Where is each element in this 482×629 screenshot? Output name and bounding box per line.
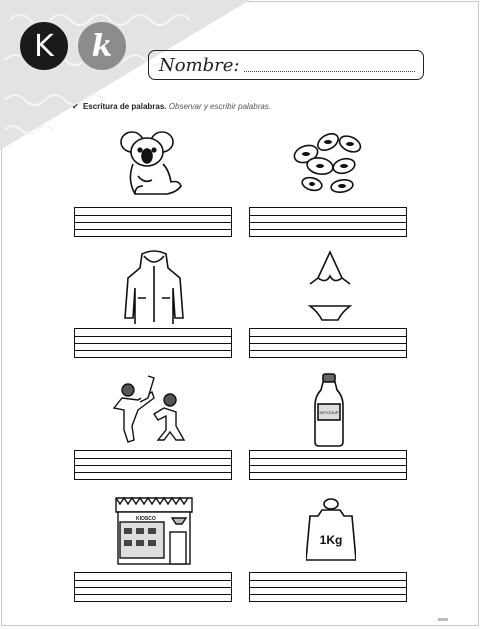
koala-icon [118, 128, 186, 200]
instruction-title: Escritura de palabras. [82, 102, 167, 111]
kiosk-icon [114, 496, 194, 566]
writing-lines[interactable] [74, 207, 232, 237]
instruction [72, 102, 271, 111]
kiosk-label: KIOSCO [136, 516, 156, 522]
writing-lines[interactable] [249, 450, 407, 480]
instruction-text: Observar y escribir palabras. [168, 102, 272, 111]
letter-k-uppercase [18, 20, 70, 72]
karate-icon [108, 372, 192, 444]
kiwi-slices-icon [290, 128, 370, 198]
weight-icon [306, 496, 356, 562]
writing-lines[interactable] [74, 328, 232, 358]
name-dotted-line[interactable] [244, 70, 416, 72]
ketchup-label: KETCHUP [319, 410, 339, 415]
name-field[interactable] [148, 50, 424, 80]
letter-upper-text: K [34, 28, 54, 64]
bikini-icon [304, 250, 356, 326]
name-label: Nombre: [159, 55, 240, 76]
writing-lines[interactable] [74, 572, 232, 602]
letter-lower-text: k [91, 28, 113, 64]
page-number-mark [438, 618, 448, 621]
writing-lines[interactable] [249, 328, 407, 358]
checkmark-icon: ✔ [72, 102, 79, 111]
weight-label: 1Kg [319, 533, 343, 547]
jacket-icon [124, 250, 184, 324]
letter-k-lowercase [76, 20, 128, 72]
writing-lines[interactable] [249, 207, 407, 237]
writing-lines[interactable] [74, 450, 232, 480]
writing-lines[interactable] [249, 572, 407, 602]
ketchup-bottle-icon [314, 372, 344, 448]
